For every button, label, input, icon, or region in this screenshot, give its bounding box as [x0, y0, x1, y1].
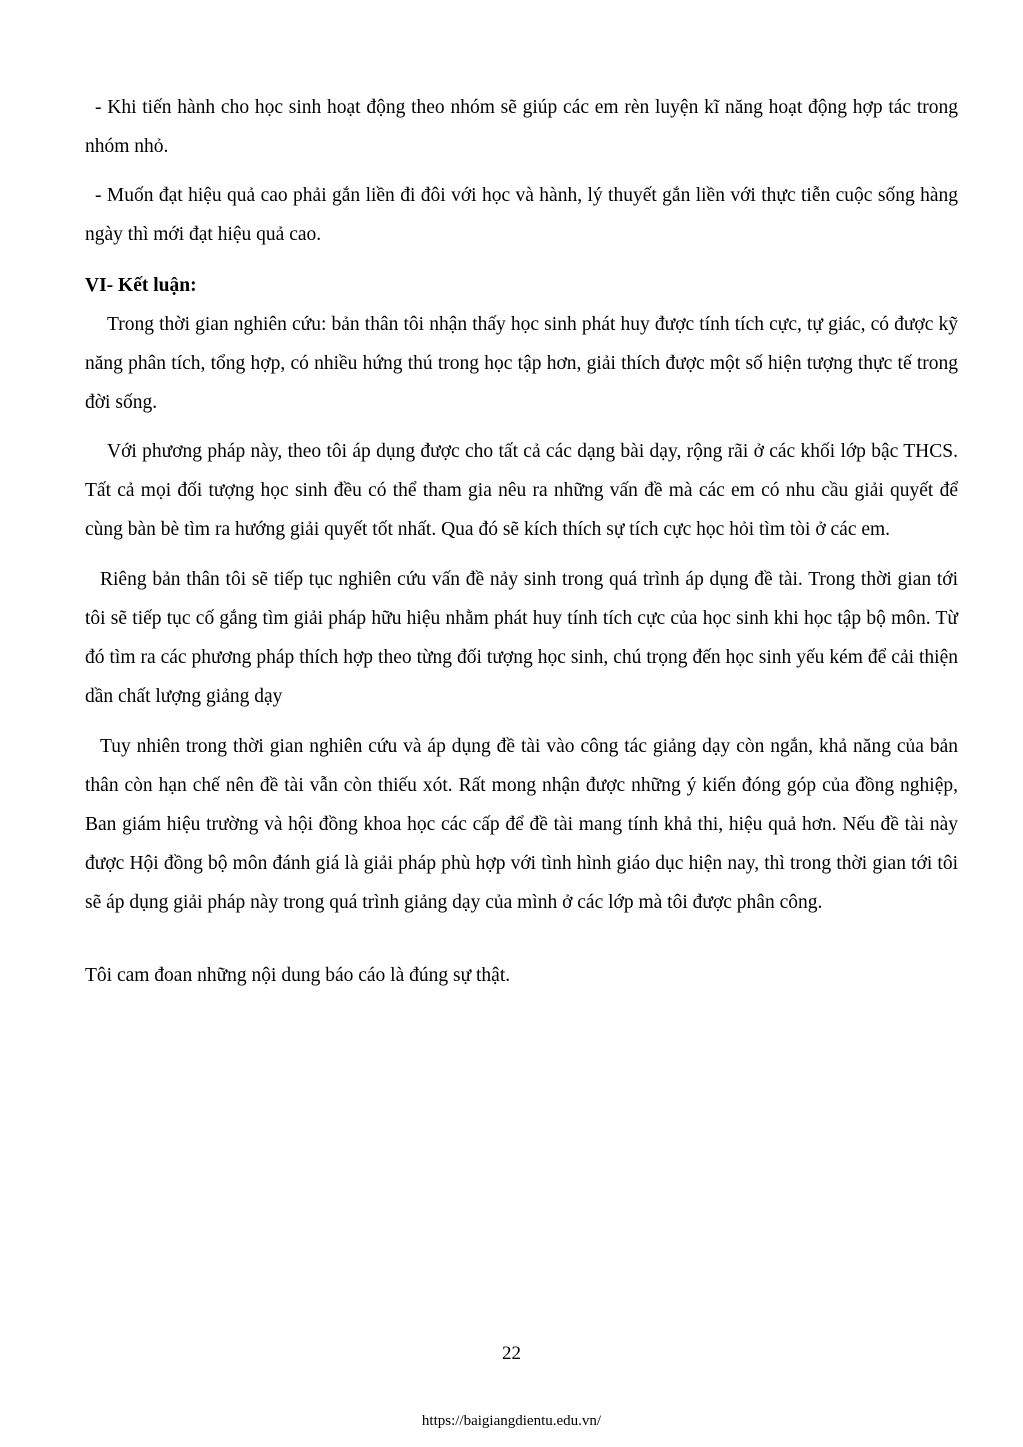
conclusion-paragraph-1: Trong thời gian nghiên cứu: bản thân tôi nhận thấy học sinh phát huy được tính tích cực, tự giác, có được kỹ năng phân tích, tổng hợp, có nhiều hứng thú trong học tập hơn, giải thích được một số hiện tượng thực tế trong đời sống. [85, 314, 958, 413]
conclusion-paragraph-4: Tuy nhiên trong thời gian nghiên cứu và áp dụng đề tài vào công tác giảng dạy còn ngắn, khả năng của bản thân còn hạn chế nên đề tài vẫn còn thiếu xót. Rất mong nhận được những ý kiến đóng góp của đồng nghiệp, Ban giám hiệu trường và hội đồng khoa học các cấp để đề tài mang tính khả thi, hiệu quả hơn. Nếu đề tài này được Hội đồng bộ môn đánh giá là giải pháp phù hợp với tình hình giáo dục hiện nay, thì trong thời gian tới tôi sẽ áp dụng giải pháp này trong quá trình giảng dạy của mình ở các lớp mà tôi được phân công. [85, 736, 958, 913]
section-heading-conclusion: VI- Kết luận: [85, 275, 197, 296]
page-number: 22 [502, 1343, 521, 1364]
declaration-statement: Tôi cam đoan những nội dung báo cáo là đúng sự thật. [85, 965, 511, 986]
paragraph-group-activity: - Khi tiến hành cho học sinh hoạt động theo nhóm sẽ giúp các em rèn luyện kĩ năng hoạt động hợp tác trong nhóm nhỏ. [85, 97, 958, 157]
footer-url: https://baigiangdientu.edu.vn/ [421, 1413, 602, 1429]
conclusion-paragraph-3: Riêng bản thân tôi sẽ tiếp tục nghiên cứu vấn đề nảy sinh trong quá trình áp dụng đề tài. Trong thời gian tới tôi sẽ tiếp tục cố gắng tìm giải pháp hữu hiệu nhằm phát huy tính tích cực của học sinh khi học tập bộ môn. Từ đó tìm ra các phương pháp thích hợp theo từng đối tượng học sinh, chú trọng đến học sinh yếu kém để cải thiện dần chất lượng giảng dạy [85, 569, 958, 707]
document-page [85, 88, 958, 995]
paragraph-theory-practice: - Muốn đạt hiệu quả cao phải gắn liền đi đôi với học và hành, lý thuyết gắn liền với thực tiễn cuộc sống hàng ngày thì mới đạt hiệu quả cao. [85, 185, 958, 245]
conclusion-paragraph-2: Với phương pháp này, theo tôi áp dụng được cho tất cả các dạng bài dạy, rộng rãi ở các khối lớp bậc THCS. Tất cả mọi đối tượng học sinh đều có thể tham gia nêu ra những vấn đề mà các em có nhu cầu giải quyết để cùng bàn bè tìm ra hướng giải quyết tốt nhất. Qua đó sẽ kích thích sự tích cực học hỏi tìm tòi ở các em. [85, 441, 958, 540]
